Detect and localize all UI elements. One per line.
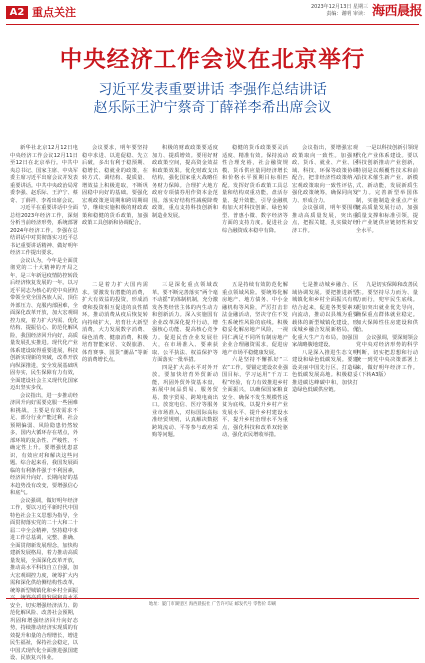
paragraph: 六是坚持不懈抓好“三农”工作。要锚定建设农业强国目标，学习运用“千万工程”经验，有力有效推进乡村全面振兴，以确保国家粮食安全、确保不发生规模性返贫为底线，以提升乡村产业发展水平、提升乡村建设水平、提升乡村治理水平为重点，强化科技和改革双轮驱动，强化农民增收举措。 (222, 357, 288, 438)
paragraph: 七是推动城乡融合、区域协调发展。要把推进新型城镇化和乡村全面振兴有机结合起来，促进各类要素双向流动，推动以县城为重要载体的新型城镇化建设，形成城乡融合发展新格局。优化重大生产力布局，加强国家战略腹地建设。 (292, 282, 358, 348)
page-number: A2 (6, 6, 28, 19)
paragraph: 四是扩大高水平对外开放。要加快培育外贸新动能，巩固外贸外资基本盘，拓展中间品贸易、服务贸易、数字贸易、跨境电商出口。放宽电信、医疗等服务业市场准入，对标国际高标准经贸规则，认真解决数据跨境流动、平等参与政府采购等问题。 (152, 364, 218, 438)
footer-divider (6, 598, 419, 599)
date-line: 2023年12月13日 星期三 (310, 4, 368, 10)
text-column-4 (222, 282, 288, 595)
headline: 中央经济工作会议在北京举行 (59, 47, 366, 73)
paragraph: 稳健的货币政策要灵活适度、精准有效。保持流动性合理充裕，社会融资规模、货币供应量同经济增长和价格水平预期目标相匹配。发挥好货币政策工具总量和结构双重功能，盘活存量、提升效能，引导金融机构加大对科技创新、绿色转型、普惠小微、数字经济等方面的支持力度。促进社会综合融资成本稳中有降。 (222, 145, 288, 234)
paragraph: 九是切实保障和改善民生。要坚持尽力而为、量力而行，兜牢民生底线。更加突出就业优先导向，确保重点群体就业稳定。加大保障性住房建设和供给。 (356, 282, 418, 333)
text-column-2-top (82, 145, 148, 277)
footer-text: 地址：厦门市湖里区 海西晨报社 广告许可证 邮发代号 零售价 印刷 (148, 602, 277, 607)
section-label: 重点关注 (32, 6, 76, 19)
paragraph: 会议强调，做好明年经济工作，要以习近平新时代中国特色社会主义思想为指导，全面贯彻落实党的二十大和二十届二中全会精神，坚持稳中求进工作总基调，完整、准确、全面贯彻新发展理念，加快构建新发展格局，着力推动高质量发展，全面深化改革开放，推动高水平科技自立自强，加大宏观调控力度，统筹扩大内需和深化供给侧结构性改革，统筹新型城镇化和乡村全面振 安全，切实增强经济活力、防范化解风险、改善社会预期，巩固和增强经济回升向好态势，持续推动经济实现质的有效提升和量的合理增长，增进民生福祉，保持社会稳定，以中国式现代化全面推进强国建设、民族复兴伟业。 (10, 497, 78, 661)
text-column-1 (10, 145, 78, 661)
header-info (248, 4, 368, 18)
paragraph: 新华社北京12月12日电 中央经济工作会议12月11日至12日在北京举行。中共中央总书记、国家主席、中央军委主席习近平出席会议并发表重要讲话。中共中央政治局常委李强、赵乐际、王沪宁、蔡奇、丁薛祥、李希出席会议。 (10, 145, 78, 204)
text-column-3-top (152, 145, 218, 277)
paragraph: 五是持续有效防范化解重点领域风险。要统筹化解房地产、地方债务、中小金融机构等风险，严厉打击非法金融活动，坚决守住不发生系统性风险的底线。积极稳妥化解房地产风险，一视同仁满足不同所有制房地产企业合理融资需求，促进房地产市场平稳健康发展。 (222, 282, 288, 356)
paragraph: 会议强调，要深刻领会党中央对经济形势的科学判断，切实把思想和行动统一到党中央决策部署上来，做好明年经济工作。（下转A3版） (356, 334, 418, 378)
newspaper-logo: 海西晨报 (372, 4, 423, 19)
subheadline-2: 赵乐际王沪宁蔡奇丁薛祥李希出席会议 (93, 100, 332, 116)
header-divider (6, 24, 419, 25)
paragraph: 习近平在重要讲话中全面总结2023年经济工作，深刻分析当前经济形势，系统部署2024年经济工作。李强在总结讲话中对贯彻落实习近平总书记重要讲话精神、做好明年经济工作提出要求。 (10, 205, 78, 256)
paragraph: 三是深化重点领域改革。要不断完善落实“两个毫不动摇”的体制机制，充分激发各类经营主体的内生动力和创新活力。深入实施国有企业改革深化提升行动，增强核心功能、提高核心竞争力。促进民营企业发展壮大，在市场准入、要素获取、公平执法、权益保护等方面落实一批举措。 (152, 282, 218, 363)
paragraph: 会议认为，今年是全面贯彻党的二十大精神的开局之年，是三年新冠疫情防控转段后经济恢复发展的一年。以习近平同志为核心的党中央团结带领全党全国各族人民，顶住外部压力、克服内部困难，全面深化改革开放，加大宏观调控力度，着力扩大内需、优化结构、提振信心、防范化解风险，我国经济回升向好，高质量发展扎实推进。现代化产业体系建设取得重要进展，科技创新实现新的突破，改革开放向纵深推进，安全发展基础巩固夯实，民生保障有力有效，全面建设社会主义现代化国家迈出坚实步伐。 (10, 257, 78, 391)
page-header (0, 0, 425, 25)
text-column-5 (292, 282, 358, 595)
subheadline-1: 习近平发表重要讲话 李强作总结讲话 (98, 82, 327, 98)
text-column-2 (82, 282, 148, 595)
paragraph: 会议指出，进一步推动经济回升向好需要克服一些困难和挑战，主要是有效需求不足、部分行业产能过剩、社会预期偏弱、风险隐患仍然较多，国内大循环存在堵点，外部环境的复杂性、严峻性、不确定性上升。要增强忧患意识，有效应对和解决这些问题。综合起来看，我国发展面临的有利条件强于不利因素，经济回升向好、长期向好的基本趋势没有改变，要增强信心和底气。 (10, 392, 78, 496)
paragraph: 一是以科技创新引领现代化产业体系建设。要以科技创新推动产业创新，特别是以颠覆性技术和前沿技术催生新产业、新模式、新动能，发展新质生产力。完善新型举国体制，实施制造业重点产业链高质量发展行动，加强质量支撑和标准引领，提升产业链供应链韧性和安全水平。 (356, 145, 418, 234)
text-column-6 (356, 282, 418, 595)
paragraph: 积极的财政政策要适度加力、提质增效。要用好财政政策空间，提高资金效益和政策效果。优化财政支出结构，强化国家重大战略任务财力保障。合理扩大地方政府专项债券用作资本金范围。落实好结构性减税降费政策，重点支持科技创新和制造业发展。 (152, 145, 218, 219)
text-column-4-top (222, 145, 288, 277)
paragraph: 会议要求，明年要坚持稳中求进、以进促稳、先立后破，多出有利于稳预期、稳增长、稳就业的政策，在转方式、调结构、提质量、增效益上积极进取，不断巩固稳中向好的基础。要强化宏观政策逆周期和跨周期调节，继续实施积极的财政政策和稳健的货币政策，加强政策工具创新和协调配合。 (82, 145, 148, 226)
staff-line: 责编：谢明 审读： (326, 11, 368, 17)
text-column-5-top (292, 145, 358, 277)
text-column-6-top (356, 145, 418, 277)
text-column-3 (152, 282, 218, 595)
paragraph: 二是着力扩大国内需求。要激发有潜能的消费，扩大有效益的投资，形成消费和投资相互促进的良性循环。推动消费从疫后恢复转向持续扩大，培育壮大新型消费，大力发展数字消费、绿色消费、健康消费，积极培育智能家居、文娱旅游、体育赛事、国货“潮品”等新的消费增长点。 (82, 282, 148, 363)
paragraph: 会议强调，明年要围绕推动高质量发展，突出重点，把握关键，扎实做好经济工作。 (292, 205, 358, 234)
paragraph: 会议指出，要增强宏观政策取向一致性。加强财政、货币、就业、产业、区域、科技、环保等政策协调配合，把非经济性政策纳入宏观政策取向一致性评估，强化政策统筹，确保同向发力、形成合力。 (292, 145, 358, 204)
paragraph: 八是深入推进生态文明建设和绿色低碳发展。要建设美丽中国先行区，打造绿色低碳发展高地。积极稳妥推进碳达峰碳中和，加快打造绿色低碳供应链。 (292, 349, 358, 393)
